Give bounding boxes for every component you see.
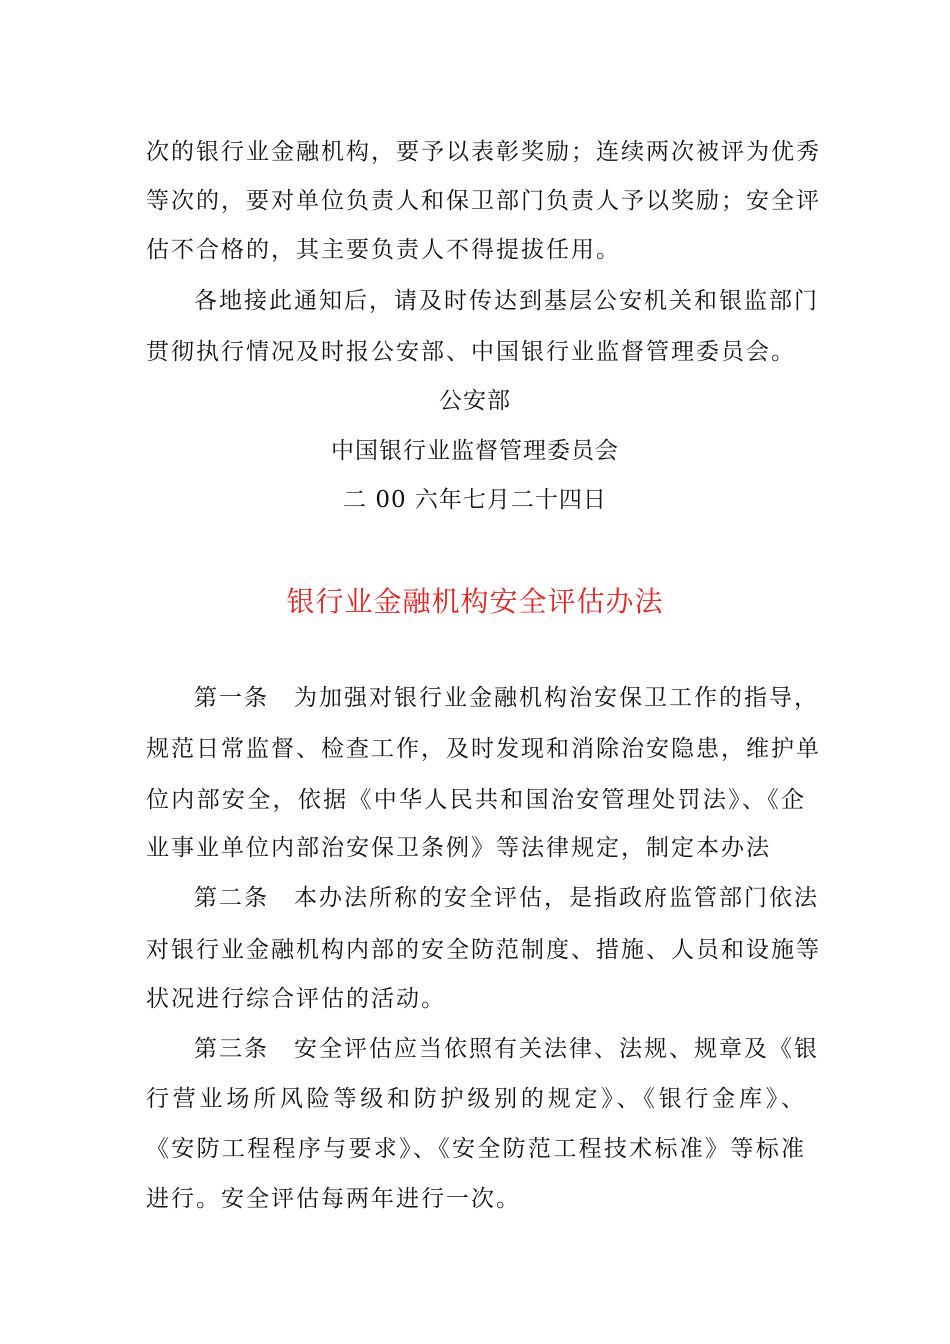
notice-line-5: 贯彻执行情况及时报公安部、中国银行业监督管理委员会。 (146, 339, 796, 365)
article-1-line-2: 规范日常监督、检查工作，及时发现和消除治安隐患，维护单 (146, 736, 821, 762)
article-2-line-1: 第二条 本办法所称的安全评估，是指政府监管部门依法 (194, 885, 819, 911)
article-3-line-3: 《安防工程程序与要求》、《安全防范工程技术标准》等标准 (146, 1136, 806, 1162)
article-2-line-3: 状况进行综合评估的活动。 (146, 986, 446, 1012)
article-1-line-3: 位内部安全，依据《中华人民共和国治安管理处罚法》、《企 (146, 787, 806, 813)
notice-line-1: 次的银行业金融机构，要予以表彰奖励；连续两次被评为优秀 (146, 139, 821, 165)
article-1-line-1: 第一条 为加强对银行业金融机构治安保卫工作的指导， (194, 685, 819, 711)
notice-line-2: 等次的，要对单位负责人和保卫部门负责人予以奖励；安全评 (146, 188, 821, 214)
article-3-line-2: 行营业场所风险等级和防护级别的规定》、《银行金库》、 (146, 1086, 806, 1112)
signatory-ministry: 公安部 (439, 388, 511, 414)
regulation-title: 银行业金融机构安全评估办法 (286, 585, 664, 618)
signatory-commission: 中国银行业监督管理委员会 (331, 438, 619, 464)
notice-line-4: 各地接此通知后，请及时传达到基层公安机关和银监部门 (194, 288, 819, 314)
article-2-line-2: 对银行业金融机构内部的安全防范制度、措施、人员和设施等 (146, 937, 821, 963)
notice-line-3: 估不合格的，其主要负责人不得提拔任用。 (146, 237, 621, 263)
article-1-line-4: 业事业单位内部治安保卫条例》等法律规定，制定本办法 (146, 835, 771, 861)
article-3-line-1: 第三条 安全评估应当依照有关法律、法规、规章及《银 (194, 1036, 819, 1062)
notice-date: 二 00 六年七月二十四日 (343, 487, 607, 513)
article-3-line-4: 进行。安全评估每两年进行一次。 (146, 1186, 521, 1212)
